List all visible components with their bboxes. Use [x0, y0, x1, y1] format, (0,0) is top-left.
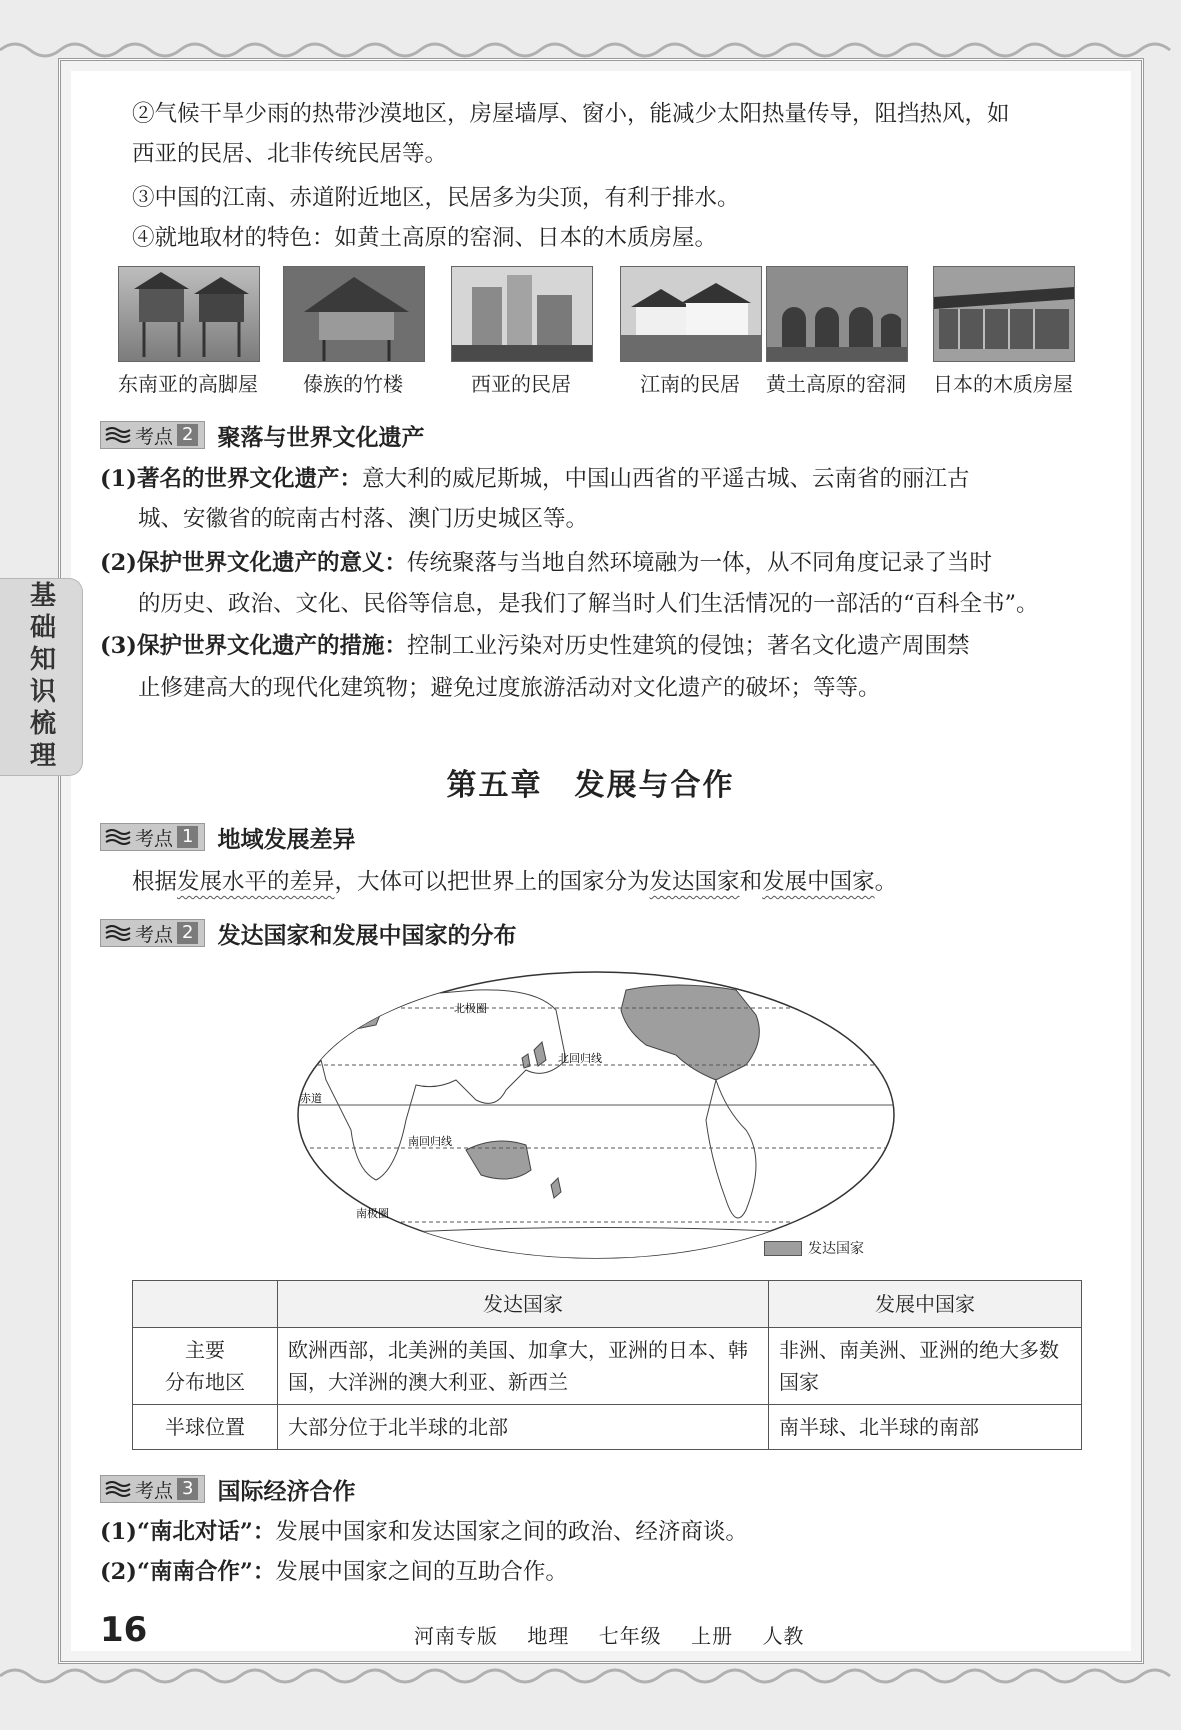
- cooperation-item-2: [100, 1556, 568, 1588]
- page-number: 16: [100, 1610, 148, 1650]
- comparison-table: [132, 1280, 1082, 1450]
- photo-caption: 江南的民居: [640, 372, 740, 396]
- kaodian-title: 聚落与世界文化遗产: [217, 424, 425, 451]
- kaodian-heading: [100, 420, 424, 450]
- kaodian-title: 发达国家和发展中国家的分布: [217, 922, 517, 949]
- heritage-item-2-line-1: [100, 547, 992, 579]
- kaodian-label: 考点: [135, 827, 174, 850]
- footer-item: 河南专版: [414, 1624, 498, 1648]
- item-label: (2)保护世界文化遗产的意义：: [100, 550, 407, 576]
- kaodian-number: 2: [177, 424, 198, 446]
- heritage-item-1-line-1: [100, 463, 969, 495]
- map-label-north-pole: 北极圈: [454, 1002, 487, 1015]
- heritage-item-3-line-1: [100, 630, 969, 662]
- kaodian-badge: [100, 823, 205, 851]
- photo-caption: 日本的木质房屋: [933, 372, 1073, 396]
- item-label: (3)保护世界文化遗产的措施：: [100, 633, 407, 659]
- wave-lines-icon: [105, 828, 131, 846]
- cell-developed: 欧洲西部，北美洲的美国、加拿大，亚洲的日本、韩国，大洋洲的澳大利亚、新西兰: [278, 1328, 769, 1405]
- row-label: 主要 分布地区: [133, 1328, 278, 1405]
- text-line-1: ②气候干旱少雨的热带沙漠地区，房屋墙厚、窗小，能减少太阳热量传导，阻挡热风，如: [132, 101, 1010, 127]
- kaodian-heading: [100, 1474, 355, 1504]
- dwelling-photos: [108, 266, 1088, 396]
- item-label: (1)著名的世界文化遗产：: [100, 466, 362, 492]
- footer-item: 上册: [691, 1624, 734, 1648]
- photo-caption: 东南亚的高脚屋: [118, 372, 258, 396]
- text-segment: ，大体可以把世界上的国家分为: [334, 869, 650, 895]
- item-text: 控制工业污染对历史性建筑的侵蚀；著名文化遗产周围禁: [406, 633, 970, 659]
- kaodian-title: 地域发展差异: [217, 826, 356, 853]
- kaodian-badge: [100, 919, 205, 947]
- heritage-item-3-line-2: 止修建高大的现代化建筑物；避免过度旅游活动对文化遗产的破坏；等等。: [138, 675, 881, 701]
- photo-caption: 西亚的民居: [471, 372, 571, 396]
- footer-item: 人教: [762, 1624, 805, 1648]
- photo-west-asia-house: [451, 266, 593, 362]
- text-line-4: ④就地取材的特色：如黄土高原的窑洞、日本的木质房屋。: [132, 225, 718, 251]
- key-term: 发展中国家: [762, 869, 875, 895]
- item-text: 传统聚落与当地自然环境融为一体，从不同角度记录了当时: [406, 550, 992, 576]
- text-segment: 根据: [132, 869, 178, 895]
- kaodian-label: 考点: [135, 425, 174, 448]
- table-header: 发达国家: [278, 1281, 769, 1328]
- key-term: 发展水平的差异: [177, 869, 335, 895]
- world-map: [296, 970, 896, 1260]
- kaodian-badge: [100, 1475, 205, 1503]
- heritage-item-2-line-2: 的历史、政治、文化、民俗等信息，是我们了解当时人们生活情况的一部活的“百科全书”。: [138, 591, 1039, 617]
- key-term: 发达国家: [649, 869, 740, 895]
- map-legend: [764, 1238, 864, 1258]
- photo-caption: 傣族的竹楼: [303, 372, 403, 396]
- map-label-equator: 赤道: [300, 1092, 322, 1105]
- text-segment: 和: [739, 869, 763, 895]
- item-text: 发展中国家之间的互助合作。: [275, 1559, 568, 1585]
- kaodian-label: 考点: [135, 1479, 174, 1502]
- map-label-tropic-south: 南回归线: [408, 1135, 452, 1148]
- kaodian-heading: [100, 918, 516, 948]
- side-tab-label: 基础知识梳理: [25, 581, 56, 773]
- cell-developing: 南半球、北半球的南部: [769, 1405, 1082, 1450]
- legend-label: 发达国家: [808, 1241, 864, 1257]
- photo-japanese-wooden-house: [933, 266, 1075, 362]
- item-text: 意大利的威尼斯城，中国山西省的平遥古城、云南省的丽江古: [361, 466, 970, 492]
- photo-stilt-house: [118, 266, 260, 362]
- photo-cave-dwelling: [766, 266, 908, 362]
- chapter-title: 第五章 发展与合作: [446, 768, 735, 803]
- kaodian-number: 3: [177, 1478, 198, 1500]
- map-label-south-pole: 南极圈: [356, 1207, 389, 1220]
- footer-item: 地理: [527, 1624, 570, 1648]
- text-line-2: 西亚的民居、北非传统民居等。: [132, 141, 448, 167]
- kaodian-badge: [100, 421, 205, 449]
- text-segment: 。: [874, 869, 898, 895]
- heritage-item-1-line-2: 城、安徽省的皖南古村落、澳门历史城区等。: [138, 506, 589, 532]
- photo-jiangnan-house: [620, 266, 762, 362]
- side-section-tab[interactable]: [0, 578, 83, 776]
- item-text: 发展中国家和发达国家之间的政治、经济商谈。: [275, 1519, 748, 1545]
- kaodian-heading: [100, 822, 355, 852]
- page-footer: [414, 1620, 826, 1649]
- map-label-tropic-north: 北回归线: [558, 1052, 602, 1065]
- kaodian-title: 国际经济合作: [217, 1478, 356, 1505]
- wave-lines-icon: [105, 426, 131, 444]
- cell-developed: 大部分位于北半球的北部: [278, 1405, 769, 1450]
- development-difference-text: [132, 866, 897, 898]
- table-header: 发展中国家: [769, 1281, 1082, 1328]
- wave-lines-icon: [105, 924, 131, 942]
- item-label: (2)“南南合作”：: [100, 1559, 276, 1585]
- text-line-3: ③中国的江南、赤道附近地区，民居多为尖顶，有利于排水。: [132, 185, 740, 211]
- kaodian-number: 1: [177, 826, 198, 848]
- photo-caption: 黄土高原的窑洞: [766, 372, 906, 396]
- table-header-row: [133, 1281, 1082, 1328]
- row-label: 半球位置: [133, 1405, 278, 1450]
- kaodian-label: 考点: [135, 923, 174, 946]
- table-row: [133, 1328, 1082, 1405]
- legend-swatch: [764, 1241, 802, 1256]
- table-header: [133, 1281, 278, 1328]
- item-label: (1)“南北对话”：: [100, 1519, 276, 1545]
- cooperation-item-1: [100, 1516, 748, 1548]
- wave-lines-icon: [105, 1480, 131, 1498]
- photo-bamboo-house: [283, 266, 425, 362]
- kaodian-number: 2: [177, 922, 198, 944]
- cell-developing: 非洲、南美洲、亚洲的绝大多数国家: [769, 1328, 1082, 1405]
- footer-item: 七年级: [598, 1624, 662, 1648]
- table-row: [133, 1405, 1082, 1450]
